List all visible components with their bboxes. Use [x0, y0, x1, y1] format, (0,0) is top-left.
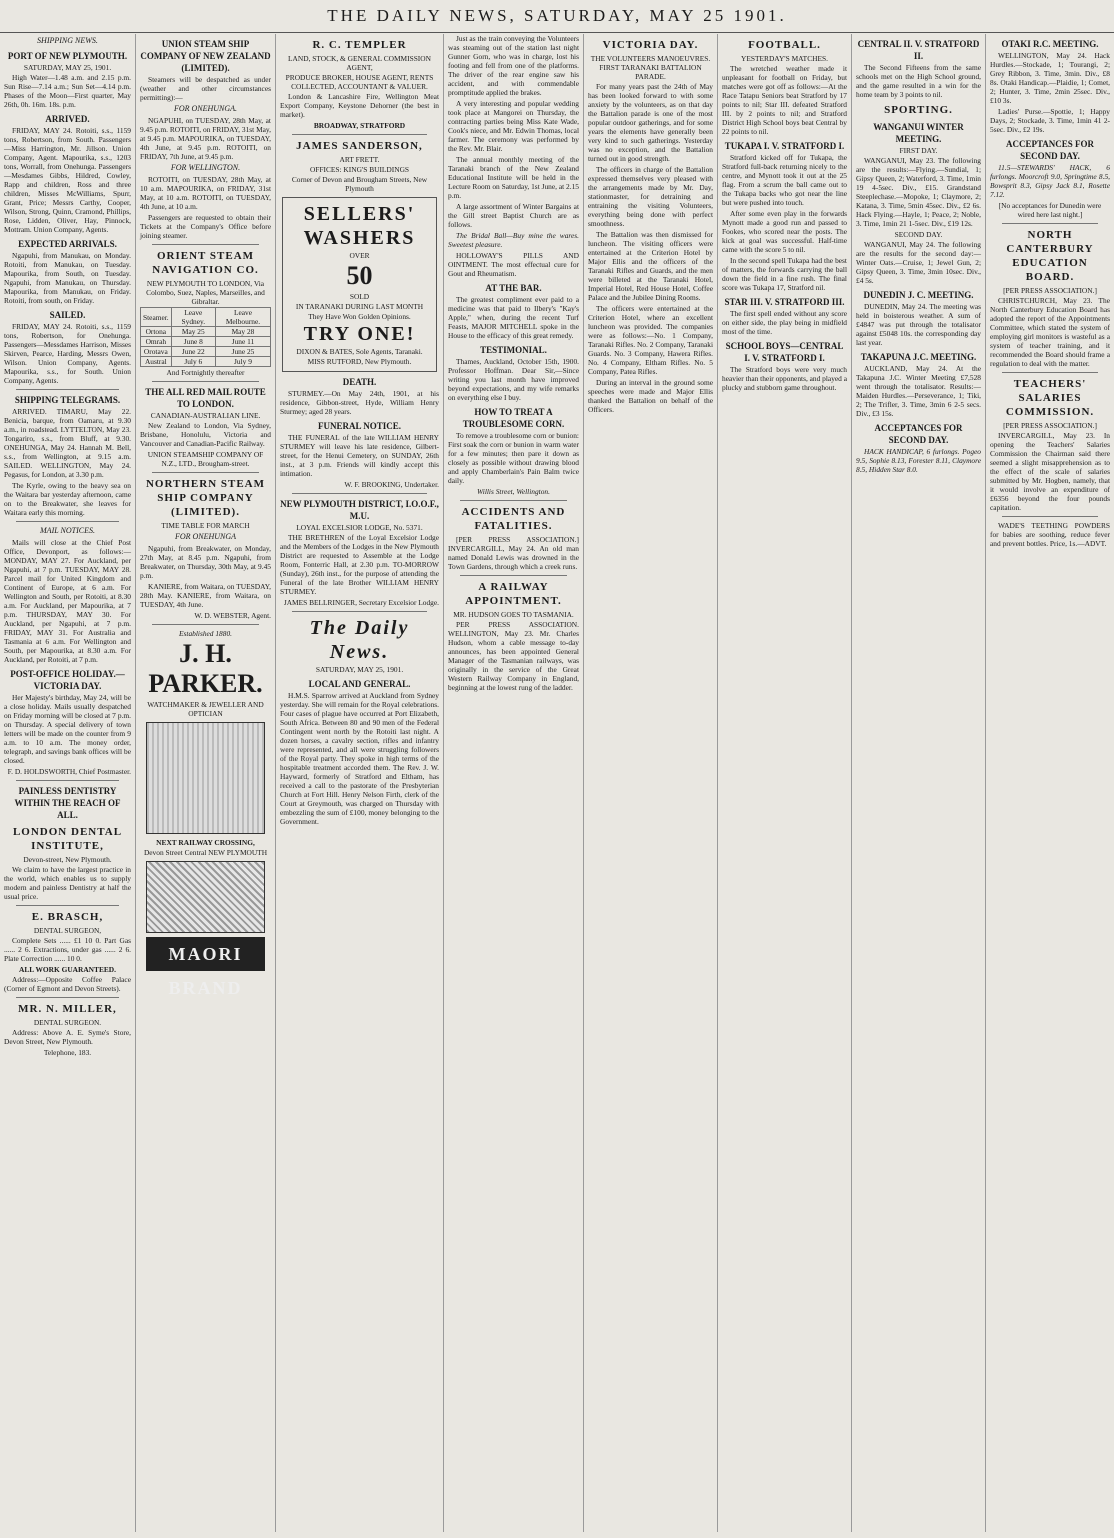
table-cell: May 25: [171, 327, 215, 337]
no-acceptances-note: [No acceptances for Dunedin were wired here last night.]: [998, 201, 1102, 219]
victoria-text-2: The officers in charge of the Battalion expressed themselves very pleased with the arrangements made by Mr. Day, stationmaster, for detraining and entraining the visiting Volunteers, everything being done with perfect smoothness.: [588, 165, 713, 228]
accidents-text: [PER PRESS ASSOCIATION.] INVERCARGILL, May 24. An old man named Donald Lewis was drowned in the Town Gardens, through which a creek runs.: [448, 535, 579, 571]
testimonial-heading: TESTIMONIAL.: [480, 345, 547, 355]
table-header: Steamer.: [141, 308, 172, 327]
union-text: Steamers will be despatched as under (weather and other circumstances permitting):—: [140, 75, 271, 102]
wedding-text: A very interesting and popular wedding took place at Mangorei on Thursday, the contracting parties being Miss Kate Wade, Cook's niece, and Mr. Edwin Thomas, local farmer. The ceremony was performed by the Rev. Mr. Blair.: [448, 99, 579, 153]
orient-timetable: [140, 307, 271, 367]
teachers-heading: TEACHERS' SALARIES COMMISSION.: [1005, 378, 1095, 418]
kaniere-text: KANIERE, from Waitara, on TUESDAY, 28th May. KANIERE, from Waitara, on TUESDAY, 4th June.: [140, 582, 271, 609]
try-one: TRY ONE!: [303, 323, 416, 345]
brasch-address: Address:—Opposite Coffee Palace (Corner of Egmont and Devon Streets).: [4, 975, 131, 993]
brasch-prices: Complete Sets ...... £1 10 0. Part Gas ...... 2 6. Extractions, under gas ...... 2 6. Plate Correction ...... 10 0.: [4, 936, 131, 963]
divider: [16, 389, 119, 390]
table-cell: Ortona: [141, 327, 172, 337]
divider: [292, 611, 427, 612]
sanderson-heading: JAMES SANDERSON,: [296, 140, 423, 152]
local-text: H.M.S. Sparrow arrived at Auckland from Sydney yesterday. She will remain for the Royal celebrations. Four cases of plague have occurred at Port Elizabeth, South Africa. Between 80 and 90 men of the Federal Contingent went north by the Rotoiti last night. A dozen horses, a cavalry section, rifles and infantry were represented, and all were struggling followers of the Royal party. They spoke in high terms of the hospitable treatment accorded them. The Rev. J. W. Hayward, formerly of Stratford and Eltham, has received a call to the pastorate of the Presbyterian Church at Fort Hill. Henry Nelson Firth, clerk of the Court at Greymouth, was charged on Thursday with embezzling the sum of £100, money belonging to the Government.: [280, 691, 439, 826]
parker-footer: NEXT RAILWAY CROSSING,: [156, 838, 255, 847]
dunedin-text: DUNEDIN, May 24. The meeting was held in boisterous weather. A sum of £4847 was put through the totalisator against £5048 10s. the corresponding day last year.: [856, 302, 981, 347]
divider: [152, 244, 259, 245]
otaki-acceptances-text: 11.5—STEWARDS' HACK, 6 furlongs. Moorcroft 9.0, Springtime 8.5, Bowsprit 8.3, Gipsy Jack 8.1, Rosette 7.12.: [990, 163, 1110, 199]
victoria-text-3: The Battalion was then dismissed for luncheon. The visiting officers were entertained at the Criterion Hotel by Major Ellis and the officers of the Taranaki Rifles and Guards, and the men were billeted at the Taranaki Hotel, Imperial Hotel, Red House Hotel, Coffee Palace and the Jubilee Dining Rooms.: [588, 230, 713, 302]
rutford-agent: MISS RUTFORD, New Plymouth.: [307, 357, 412, 366]
sanderson-role: ART FRETT.: [339, 155, 380, 164]
divider: [152, 381, 259, 382]
union-wellington-text: ROTOITI, on TUESDAY, 28th May, at 10 a.m. MAPOURIKA, on FRIDAY, 31st May, at 10 a.m. ROTOITI, on TUESDAY, 4th June, at 10 a.m.: [140, 175, 271, 211]
brasch-warranty: ALL WORK GUARANTEED.: [19, 965, 116, 974]
expected-heading: EXPECTED ARRIVALS.: [18, 239, 117, 249]
masthead: THE DAILY NEWS, SATURDAY, MAY 25 1901.: [0, 6, 1114, 33]
tides-text: High Water—1.48 a.m. and 2.15 p.m. Sun Rise—7.14 a.m.; Sun Set—4.14 p.m. Phases of the Moon—First quarter, May 26th, 0h. 16m. 18s. p.m.: [4, 73, 131, 109]
allred-agent: UNION STEAMSHIP COMPANY OF N.Z., LTD., Brougham-street.: [147, 450, 264, 468]
victoria-text-4: The officers were entertained at the Criterion Hotel, where an excellent luncheon was provided. The companies were as follows:—No. 1 Company, Taranaki Rifles. No. 2 Company, Taranaki Guards. No. 3 Company, Hawera Rifles. No. 4 Company, Eltham Rifles. No. 5 Company, Patea Rifles.: [588, 304, 713, 376]
table-cell: June 11: [215, 337, 270, 347]
port-heading: PORT OF NEW PLYMOUTH.: [7, 51, 128, 61]
sold-label: SOLD: [349, 292, 370, 301]
column-shipping: [0, 34, 136, 1532]
allred-heading: THE ALL RED MAIL ROUTE TO LONDON.: [145, 387, 266, 409]
brasch-name: E. BRASCH,: [31, 911, 104, 923]
annual-text: The annual monthly meeting of the Taranaki branch of the New Zealand Educational Institute will be held in the Lecture Room on Saturday, 1st June, at 2.15 p.m.: [448, 155, 579, 200]
table-header: Leave Sydney.: [171, 308, 215, 327]
sanderson-offices: OFFICES: KING'S BUILDINGS: [309, 165, 410, 174]
union-onehunga-text: NGAPUHI, on TUESDAY, 28th May, at 9.45 p.m. ROTOITI, on FRIDAY, 31st May, at 9.45 p.m. MAPOURIKA, on TUESDAY, 4th June, at 9.45 p.m. ROTOITI, on FRIDAY, 7th June, at 9.45 p.m.: [140, 116, 271, 161]
union-note: Passengers are requested to obtain their Tickets at the Company's Office before joining steamer.: [140, 213, 271, 240]
webster-agent: W. D. WEBSTER, Agent.: [194, 611, 271, 620]
northern-subheading: TIME TABLE FOR MARCH: [161, 521, 250, 530]
education-subheading: [PER PRESS ASSOCIATION.]: [1003, 286, 1097, 295]
northern-text: Ngapuhi, from Breakwater, on Monday, 27th May, at 8.45 p.m. Ngapuhi, from Breakwater, on Thursday, 30th May, at 9.45 p.m.: [140, 544, 271, 580]
divider: [1002, 223, 1098, 224]
second-day-text: WANGANUI, May 24. The following are the results for the second day:—Winter Oats.—Cruise, 1; Jewel Gun, 2; Gipsy Queen, 3. Time, 3min 10sec. Div., £4 5s.: [856, 240, 981, 285]
otaki-text-2: Ladies' Purse.—Spottie, 1; Happy Days, 2; Stockade, 3. Time, 1min 41 2-5sec. Div., £2 19s.: [990, 107, 1110, 134]
lodge-heading: NEW PLYMOUTH DISTRICT, I.O.O.F., M.U.: [280, 499, 439, 521]
divider: [460, 500, 567, 501]
lodge-text: THE BRETHREN of the Loyal Excelsior Lodge and the Members of the Lodges in the New Plymouth District are requested to Assemble at the Lodge Room, Fonterric Hall, at 2.30 p.m. TO-MORROW (Sunday), 26th inst., for the purpose of attending the Funeral of the late Brother WILLIAM HENRY STURMEY.: [280, 533, 439, 596]
in-taranaki-label: IN TARANAKI DURING LAST MONTH: [295, 302, 424, 311]
star-heading: STAR III. V. STRATFORD III.: [724, 297, 845, 307]
telegrams-text: ARRIVED. TIMARU, May 22. Benicia, barque, from Oamaru, at 9.30 a.m., in roadstead. LYTTELTON, May 23. Tongariro, s.s., from Bluff, at 9.30. ONEHUNGA, May 24. Hannah M. Bell, s.s., from Wellington, at 9.15 a.m. SAILED. WELLINGTON, May 24. Pegasus, for London, at 3.30 p.m.: [4, 407, 131, 479]
table-cell: June 8: [171, 337, 215, 347]
acceptances-heading: ACCEPTANCES FOR SECOND DAY.: [874, 423, 963, 445]
column-advertisements: [276, 34, 444, 1532]
divider: [16, 521, 119, 522]
school-text: The Stratford boys were very much heavier than their opponents, and played a plucky and stubborn game throughout.: [722, 365, 847, 392]
table-cell: Austral: [141, 357, 172, 367]
union-heading: UNION STEAM SHIP COMPANY OF NEW ZEALAND (LIMITED).: [140, 39, 271, 73]
wanganui-text: WANGANUI, May 23. The following are the results:—Flying.—Sundial, 1; Gipsy Queen, 2; Waterford, 3. Time, 1min 19 4-5sec. Div., £15. Grandstand Steeplechase.—Mopoke, 1; Claymore, 2; Katana, 3. Time, 5min 45sec. Div., £2 6s. Hack Flying.—Hayle, 1; Peace, 2; Noble, 3. Time, 1min 21 1-5sec. Div., £19 12s.: [856, 156, 981, 228]
dixon-agents: DIXON & BATES, Sole Agents, Taranaki.: [296, 347, 423, 356]
table-row: [141, 357, 271, 367]
railway-heading: A RAILWAY APPOINTMENT.: [465, 581, 562, 607]
lodge-name: LOYAL EXCELSIOR LODGE, No. 5371.: [296, 523, 423, 532]
wade-advert: WADE'S TEETHING POWDERS for babies are soothing, reduce fever and prevent bottles. Price, 1s.—ADVT.: [990, 521, 1110, 548]
dunedin-heading: DUNEDIN J. C. MEETING.: [863, 290, 974, 300]
table-header-row: [141, 308, 271, 327]
holiday-text: Her Majesty's birthday, May 24, will be a close holiday. Mails usually despatched on Friday morning will be closed at 7 p.m. on Thursday. A special delivery of town letters will be made on the counter from 9 a.m. to 10 a.m. The money order, telegraph, and savings bank offices will be closed.: [4, 693, 131, 765]
divider: [292, 134, 427, 135]
washers-title: WASHERS: [303, 227, 416, 249]
column-steamers: [136, 34, 276, 1532]
sellers-washers-ad: [282, 197, 437, 372]
column-news: [444, 34, 584, 1532]
expected-text: Ngapuhi, from Manukau, on Monday. Rotoiti, from Manukau, on Tuesday. Mapourika, from South, on Tuesday. Ngapuhi, from Manukau, on Thursday. Mapourika, from Manukau, on Friday. Rotoiti, from south, on Friday.: [4, 251, 131, 305]
london-heading: LONDON DENTAL INSTITUTE,: [12, 826, 123, 852]
table-cell: Omrah: [141, 337, 172, 347]
death-heading: DEATH.: [342, 377, 377, 387]
mail-text: Mails will close at the Chief Post Office, Devonport, as follows:—MONDAY, MAY 27. For Auckland, per Ngapuhi, at 7 p.m. TUESDAY, MAY 28. Parcel mail for United Kingdom and Continent of Europe, at 6 a.m. For Wellington and South, per Rotoiti, at 8.30 a.m. For Auckland, per Mapourika, at 7 p.m. THURSDAY, MAY 30. For Auckland, per Ngapuhi, at 7 p.m. FRIDAY, MAY 31. For Australia and Tasmania at 6 a.m. For Wellington and South, per Mapourika, at 8.30 a.m. For Auckland, per Rotoiti, at 7 p.m.: [4, 538, 131, 664]
templer-heading: R. C. TEMPLER: [312, 39, 407, 51]
port-date: SATURDAY, MAY 25, 1901.: [23, 63, 112, 72]
otaki-text: WELLINGTON, May 24. Hack Hurdles.—Stockade, 1; Tourangi, 2; Grey Ribbon, 3. Time, 3min. Div., £8 8s. Otaki Handicap.—Plaidie, 1; Comet, 2; Hunter, 3. Time, 2min 25sec. Div., £10 3s.: [990, 51, 1110, 105]
education-text: CHRISTCHURCH, May 23. The North Canterbury Education Board has adopted the report of the Appointments Committee, which stated the system of employing girl monitors is wasteful as a system of teacher training, and it recommended the Board should frame a regulation to deal with the matter.: [990, 296, 1110, 368]
sailed-heading: SAILED.: [49, 310, 86, 320]
table-row: [141, 327, 271, 337]
sailed-text: FRIDAY, MAY 24. Rotoiti, s.s., 1159 tons, Robertson, for Onehunga. Passengers—Messdames Harrison, Misses Skirven, Pearce, Harding, Messrs Owen, Wilson. Union Company, Agents. Mapourika, s.s., for South. Union Company, Agents.: [4, 322, 131, 385]
testimonial-text: Thames, Auckland, October 15th, 1900. Professor Hoffman. Dear Sir,—Since writing you last month have improved beyond expectations, and my wife remarks on everything else I buy.: [448, 357, 579, 402]
divider: [292, 493, 427, 494]
lodge-sign: JAMES BELLRINGER, Secretary Excelsior Lodge.: [283, 598, 439, 607]
takapuna-text: AUCKLAND, May 24. At the Takapuna J.C. Winter Meeting £7,528 went through the totalisator. Results:—Maiden Hurdles.—Perseverance, 1; Tiki, 2; The Trifler, 3. Time, 3min 6 2-5 secs. Div., £3 15s.: [856, 364, 981, 418]
table-row: [141, 337, 271, 347]
table-cell: May 28: [215, 327, 270, 337]
table-row: [141, 347, 271, 357]
takapuna-heading: TAKAPUNA J.C. MEETING.: [860, 352, 977, 362]
parker-established: Established 1880.: [179, 629, 232, 638]
divider: [16, 780, 119, 781]
shopfront-illustration: [146, 722, 265, 834]
railway-subheading: MR. HUDSON GOES TO TASMANIA.: [453, 610, 574, 619]
willis-street: Willis Street, Wellington.: [477, 487, 550, 496]
northern-heading: NORTHERN STEAM SHIP COMPANY (LIMITED).: [145, 478, 266, 518]
atthebar-text: The greatest compliment ever paid to a medicine was that paid to Ilbery's "Kay's Apple," when, during the recent Turf Feasts, MAJOR MITCHELL spoke in the House to the efficacy of this great remedy.: [448, 295, 579, 340]
wanganui-day: FIRST DAY.: [899, 146, 938, 155]
allred-subheading: CANADIAN-AUSTRALIAN LINE.: [150, 411, 261, 420]
football-subheading: YESTERDAY'S MATCHES.: [741, 54, 828, 63]
templer-agencies: London & Lancashire Fire, Wellington Meat Export Company, Keystone Dehorner (the best in market).: [280, 92, 439, 119]
parker-role: WATCHMAKER & JEWELLER AND OPTICIAN: [147, 700, 264, 718]
kyrle-text: The Kyrle, owing to the heavy sea on the Waitara bar yesterday afternoon, came on to the Breakwater, she leaves for Waitara early this morning.: [4, 481, 131, 517]
parker-name: J. H. PARKER.: [148, 639, 263, 698]
bridal-text: The Bridal Ball—Buy mine the wares. Sweetest pleasure.: [448, 231, 579, 249]
holloway-text: HOLLOWAY'S PILLS AND OINTMENT. The most effectual cure for Gout and Rheumatism.: [448, 251, 579, 278]
sellers-title: SELLERS': [303, 203, 416, 225]
telegrams-heading: SHIPPING TELEGRAMS.: [14, 395, 121, 405]
atthebar-heading: AT THE BAR.: [485, 283, 542, 293]
shipping-heading: SHIPPING NEWS.: [37, 36, 98, 45]
tukapa-heading: TUKAPA I. V. STRATFORD I.: [724, 141, 845, 151]
fifty-count: 50: [346, 261, 373, 290]
london-address: Devon-street, New Plymouth.: [23, 855, 112, 864]
paper-date: SATURDAY, MAY 25, 1901.: [315, 665, 404, 674]
union-onehunga-heading: FOR ONEHUNGA.: [173, 104, 238, 113]
divider: [16, 905, 119, 906]
victoria-text-5: During an interval in the ground some speeches were made and Major Ellis thanked the Battalion on behalf of the Officers.: [588, 378, 713, 414]
orient-heading: ORIENT STEAM NAVIGATION CO.: [152, 250, 259, 276]
education-heading: NORTH CANTERBURY EDUCATION BOARD.: [1006, 229, 1094, 283]
sporting-heading: SPORTING.: [884, 104, 953, 116]
divider: [1002, 372, 1098, 373]
column-otaki: [986, 34, 1114, 1532]
victoria-text: For many years past the 24th of May has been looked forward to with some anxiety by the volunteers, as on that day the Battalion parade is one of the most popular outdoor gatherings, and for some years the elements have generally been very kind to such gatherings. Yesterday was no exception, and the Battalion turned out in good strength.: [588, 82, 713, 163]
football-text: The wretched weather made it unpleasant for football on Friday, but matches were got off as follows:—At the Race Tatapu Seniors beat Stratford by 17 points to nil; Star III. defeated Stratford III. by 2 points to nil; and Stratford District High School boys beat Central by 22 points to nil.: [722, 64, 847, 136]
mail-heading: MAIL NOTICES.: [40, 526, 95, 535]
union-wellington-heading: FOR WELLINGTON.: [170, 163, 241, 172]
divider: [460, 575, 567, 576]
table-cell: June 22: [171, 347, 215, 357]
arrived-heading: ARRIVED.: [45, 114, 90, 124]
table-cell: Orotava: [141, 347, 172, 357]
golden-opinions: They Have Won Golden Opinions.: [308, 312, 411, 321]
column-football: [718, 34, 852, 1532]
over-label: OVER: [349, 251, 370, 260]
railway-text: PER PRESS ASSOCIATION. WELLINGTON, May 23. Mr. Charles Hudson, whom a cable message to-day announces, has been appointed General Manager of the Tasmanian railways, was originally in the service of the Great Western Railway Company in England, beginning at the lowest rung of the ladder.: [448, 620, 579, 692]
divider: [152, 472, 259, 473]
accidents-heading: ACCIDENTS AND FATALITIES.: [461, 506, 566, 532]
tukapa-text-2: After some even play in the forwards Mynott made a good run and passed to Fookes, who scored near the posts. The kick at goal was successful. Half-time came with the score 5 to nil.: [722, 209, 847, 254]
otaki-heading: OTAKI R.C. MEETING.: [1001, 39, 1099, 49]
train-text: Just as the train conveying the Volunteers was steaming out of the station last night Gunner Gorn, who was in charge, lost his footing and fell from one of the platforms. The driver of the rear engine saw his accident, and with commendable promptitude applied the brakes.: [448, 34, 579, 97]
parker-street: Devon Street Central NEW PLYMOUTH: [143, 848, 268, 857]
tukapa-text: Stratford kicked off for Tukapa, the Stratford full-back returning nicely to the centre, and Mynott took it out at the 25 flag. From a scrum the ball came out to the Tukapa backs who got near the line but were pushed into touch.: [722, 153, 847, 207]
arrived-text: FRIDAY, MAY 24. Rotoiti, s.s., 1159 tons, Robertson, from South. Passengers—Miss Harrington, Mr. Jillson. Union Company, Agent. Mapourika, s.s., 1203 tons, Worrall, from Onehunga. Passengers—Mesdames Gibbs, Hildred, Cowley, Rapp and children, Ross and three children, Misses McWilliams, Spurr, Grant, Price; Messrs Carthy, Cooper, Wilson, Strong, Quinn, Cramond, Phillips, Rose, Lidden, Oliver, Hay, Pinnock, Mottram. Union Company, Agents.: [4, 126, 131, 234]
funeral-sign: W. F. BROOKING, Undertaker.: [344, 480, 439, 489]
divider: [16, 997, 119, 998]
table-cell: June 25: [215, 347, 270, 357]
column-victoria-day: [584, 34, 718, 1532]
otaki-acceptances-heading: ACCEPTANCES FOR SECOND DAY.: [1005, 139, 1095, 161]
corn-heading: HOW TO TREAT A TROUBLESOME CORN.: [462, 407, 565, 429]
corn-text: To remove a troublesome corn or bunion: First soak the corn or bunion in warm water for a few minutes; then pare it down as closely as possible without drawing blood and apply Chamberlain's Pain Balm twice daily.: [448, 431, 579, 485]
funeral-text: THE FUNERAL of the late WILLIAM HENRY STURMEY will leave his late residence, Gilbert-street, for the Henui Cemetery, on SUNDAY, 26th inst., at 3 p.m. Friends will kindly accept this intimation.: [280, 433, 439, 478]
death-text: STURMEY.—On May 24th, 1901, at his residence, Gibbon-street, Hyde, William Henry Sturmey; aged 28 years.: [280, 389, 439, 416]
acceptances-text: HACK HANDICAP, 6 furlongs. Pogeo 9.5, Sophie 8.13, Forester 8.11, Claymore 8.5, Hidden Star 8.0.: [856, 447, 981, 474]
tukapa-text-3: In the second spell Tukapa had the best of matters, the forwards carrying the ball down the field in a fine rush. The final score was Tukapa 17, Stratford nil.: [722, 256, 847, 292]
paper-title: The Daily News.: [309, 617, 410, 663]
allred-text: New Zealand to London, Via Sydney, Brisbane, Honolulu, Victoria and Vancouver and Canadian-Pacific Railway.: [140, 421, 271, 448]
star-text: The first spell ended without any score on either side, the play being in midfield most of the time.: [722, 309, 847, 336]
brasch-role: DENTAL SURGEON,: [33, 926, 102, 935]
teachers-subheading: [PER PRESS ASSOCIATION.]: [1003, 421, 1097, 430]
northern-onehunga-heading: FOR ONEHUNGA: [174, 532, 237, 541]
maori-brand-banner: MAORI BRAND: [146, 937, 265, 971]
funeral-heading: FUNERAL NOTICE.: [317, 421, 401, 431]
central-heading: CENTRAL II. V. STRATFORD II.: [857, 39, 980, 61]
miller-address: Address: Above A. E. Syme's Store, Devon Street, New Plymouth.: [4, 1028, 131, 1046]
sanderson-address: Corner of Devon and Brougham Streets, New Plymouth: [291, 175, 428, 193]
table-cell: July 6: [171, 357, 215, 367]
miller-role: DENTAL SURGEON.: [33, 1018, 102, 1027]
football-heading: FOOTBALL.: [748, 39, 821, 51]
victoria-heading: VICTORIA DAY.: [602, 39, 699, 51]
orient-footer: And Fortnightly thereafter: [166, 368, 245, 377]
london-text: We claim to have the largest practice in the world, which enables us to supply modern and painless Dentistry at half the usual price.: [4, 865, 131, 901]
teachers-text: INVERCARGILL, May 23. In opening the Teachers' Salaries Commission the Chairman said there seemed a slight misapprehension as to the effect of the scale of salaries submitted by Mr. Hogben, namely, that it would involve an expenditure of £6356 beyond the four pounds capitation.: [990, 431, 1110, 512]
templer-address: BROADWAY, STRATFORD: [313, 121, 406, 130]
school-heading: SCHOOL BOYS—CENTRAL I. V. STRATFORD I.: [725, 341, 844, 363]
holiday-heading: POST-OFFICE HOLIDAY.—VICTORIA DAY.: [10, 669, 125, 691]
miller-name: MR. N. MILLER,: [18, 1003, 117, 1015]
central-text: The Second Fifteens from the same schools met on the High School ground, and the game resulted in a win for the home team by 3 points to nil.: [856, 63, 981, 99]
victoria-subheading: THE VOLUNTEERS MANOEUVRES. FIRST TARANAKI BATTALION PARADE.: [590, 54, 711, 81]
templer-role: LAND, STOCK, & GENERAL COMMISSION AGENT,: [288, 54, 431, 72]
table-cell: July 9: [215, 357, 270, 367]
wanganui-heading: WANGANUI WINTER MEETING.: [873, 122, 964, 144]
divider: [152, 624, 259, 625]
second-day-heading: SECOND DAY.: [894, 230, 943, 239]
local-heading: LOCAL AND GENERAL.: [308, 679, 411, 689]
divider: [1002, 516, 1098, 517]
table-header: Leave Melbourne.: [215, 308, 270, 327]
orient-subheading: NEW PLYMOUTH TO LONDON, Via Colombo, Suez, Naples, Marseilles, and Gibraltar.: [146, 279, 265, 306]
boots-illustration: [146, 861, 265, 933]
painless-heading: PAINLESS DENTISTRY WITHIN THE REACH OF ALL.: [14, 786, 121, 820]
templer-lines: PRODUCE BROKER, HOUSE AGENT, RENTS COLLECTED, ACCOUNTANT & VALUER.: [285, 73, 434, 91]
holiday-sign: F. D. HOLDSWORTH, Chief Postmaster.: [7, 767, 131, 776]
column-sporting: [852, 34, 986, 1532]
bargain-text: A large assortment of Winter Bargains at the Gill street Baptist Church are as follows.: [448, 202, 579, 229]
miller-telephone: Telephone, 183.: [43, 1048, 92, 1057]
